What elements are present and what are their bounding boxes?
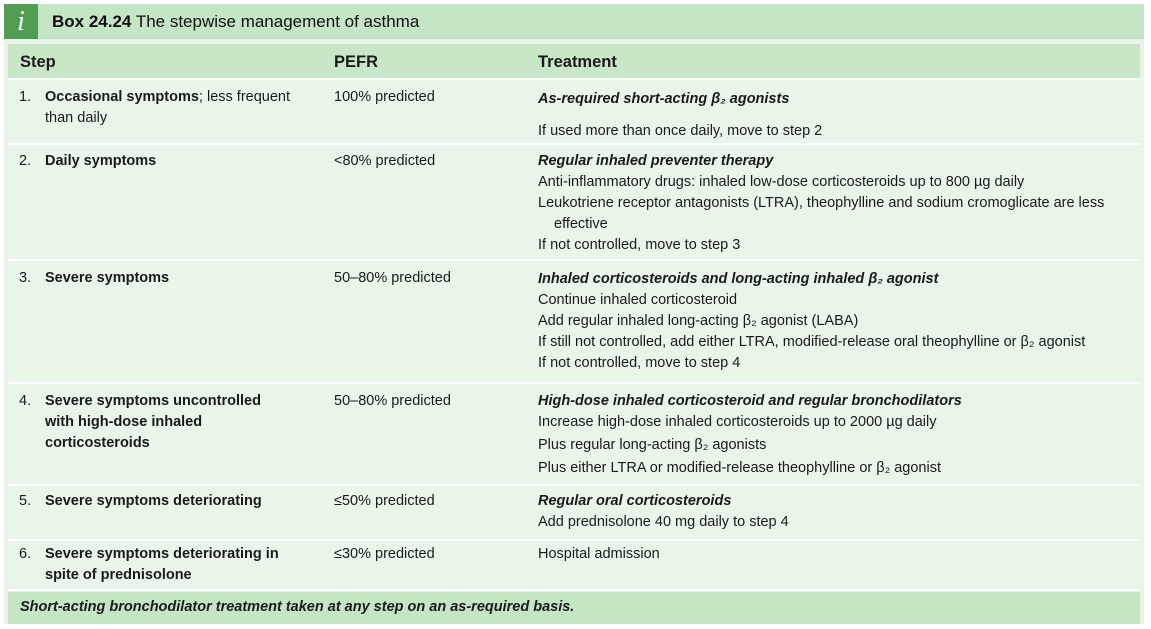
box-title-text: The stepwise management of asthma (135, 11, 420, 31)
treatment-line: If still not controlled, add either LTRA, modified-release oral theophylline or β₂ agonist (538, 334, 1086, 350)
treatment-heading: Regular inhaled preventer therapy (538, 153, 774, 169)
treatment-heading: Inhaled corticosteroids and long-acting inhaled β₂ agonist (538, 271, 939, 287)
step-description: Severe symptoms uncontrolled with high-dose inhaled corticosteroids (45, 393, 261, 451)
col-step: Step (20, 53, 56, 71)
step-number: 5. (19, 493, 32, 509)
table-row (8, 384, 1140, 486)
step-description: Occasional symptoms; less frequent than daily (45, 89, 290, 126)
treatment-heading: As-required short-acting β₂ agonists (538, 91, 790, 107)
box-label: Box 24.24 (52, 11, 132, 31)
treatment-line: Increase high-dose inhaled corticosteroids up to 2000 µg daily (538, 414, 937, 430)
step-number: 6. (19, 546, 32, 562)
col-pefr: PEFR (334, 53, 379, 71)
treatment-line: Hospital admission (538, 546, 660, 562)
table-row (8, 261, 1140, 384)
table-row (8, 541, 1140, 589)
pefr-value: 100% predicted (334, 89, 435, 105)
treatment-line: If not controlled, move to step 3 (538, 237, 741, 253)
pefr-value: <80% predicted (334, 153, 436, 169)
info-box (4, 4, 1144, 624)
treatment-line: Anti-inflammatory drugs: inhaled low-dose corticosteroids up to 800 µg daily (538, 174, 1025, 190)
treatment-heading: High-dose inhaled corticosteroid and regular bronchodilators (538, 393, 962, 409)
step-number: 4. (19, 393, 32, 409)
step-description: Severe symptoms deteriorating in spite of prednisolone (45, 546, 279, 583)
pefr-value: ≤50% predicted (334, 493, 435, 509)
table-row (8, 145, 1140, 261)
step-number: 2. (19, 153, 32, 169)
step-number: 1. (19, 89, 32, 105)
treatment-cell (538, 89, 1138, 142)
treatment-cell (538, 151, 1138, 256)
step-description: Severe symptoms (45, 270, 170, 286)
step-description: Daily symptoms (45, 153, 157, 169)
treatment-line: Continue inhaled corticosteroid (538, 292, 738, 308)
info-icon: i (4, 4, 38, 39)
step-number: 3. (19, 270, 32, 286)
table-row (8, 486, 1140, 541)
treatment-line: Plus either LTRA or modified-release theophylline or β₂ agonist (538, 460, 941, 476)
treatment-cell (538, 269, 1140, 374)
col-treatment: Treatment (538, 53, 617, 71)
box-footer (8, 592, 1140, 624)
pefr-value: 50–80% predicted (334, 270, 451, 286)
step-description: Severe symptoms deteriorating (45, 493, 262, 509)
footer-note: Short-acting bronchodilator treatment taken at any step on an as-required basis. (20, 599, 575, 615)
pefr-value: ≤30% predicted (334, 546, 435, 562)
treatment-line: If not controlled, move to step 4 (538, 355, 741, 371)
table-header (8, 44, 1140, 80)
pefr-value: 50–80% predicted (334, 393, 451, 409)
treatment-line: Add prednisolone 40 mg daily to step 4 (538, 514, 789, 530)
box-title-bar (4, 4, 1144, 39)
treatment-line: Leukotriene receptor antagonists (LTRA), theophylline and sodium cromoglicate are less effective (538, 195, 1105, 232)
treatment-line: Add regular inhaled long-acting β₂ agonist (LABA) (538, 313, 859, 329)
box-title (52, 12, 419, 32)
treatment-line: If used more than once daily, move to step 2 (538, 123, 823, 139)
treatment-cell (538, 491, 1138, 533)
table-row (8, 80, 1140, 145)
treatment-cell (538, 391, 1138, 479)
asthma-table (8, 44, 1140, 591)
treatment-line: Plus regular long-acting β₂ agonists (538, 437, 767, 453)
treatment-heading: Regular oral corticosteroids (538, 493, 732, 509)
treatment-cell (538, 544, 1138, 565)
